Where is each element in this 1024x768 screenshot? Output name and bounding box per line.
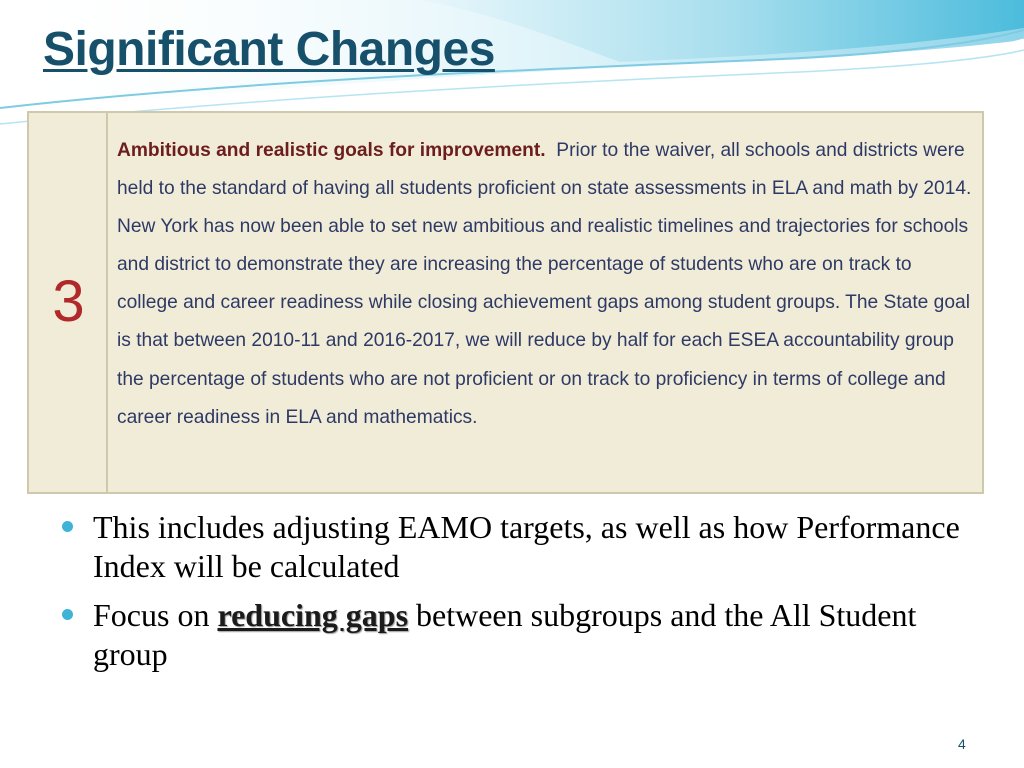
bullet-dot-icon [62,521,73,532]
bullet-item [60,596,990,674]
bullet-dot-icon [62,609,73,620]
bullet-text-after: between subgroups and the All Student group [93,597,917,672]
goal-body: Prior to the waiver, all schools and districts were held to the standard of having all students proficient on state assessments in ELA and math by 2014. New York has now been able to set new ambitious and realistic timelines and trajectories for schools and district to demonstrate they are increasing the percentage of students who are on track to college and career readiness while closing achievement gaps among student groups. The State goal is that between 2010-11 and 2016-2017, we will reduce by half for each ESEA accountability group the percentage of students who are not proficient or on track to proficiency in terms of college and career readiness in ELA and mathematics. [117,140,972,428]
goal-number: 3 [52,269,85,334]
bullet-item [60,508,990,586]
bullet-text: This includes adjusting EAMO targets, as well as how Performance Index will be calculated [93,509,960,584]
bullet-emphasis: reducing gaps [217,597,409,633]
goal-heading: Ambitious and realistic goals for improvement. [117,140,546,161]
bullet-text-before: Focus on [93,597,218,633]
bullet-list [60,508,990,684]
slide-title: Significant Changes [43,23,495,76]
goal-number-cell [29,113,108,492]
goal-box [27,111,984,494]
page-number: 4 [958,736,966,752]
goal-text [117,132,972,437]
